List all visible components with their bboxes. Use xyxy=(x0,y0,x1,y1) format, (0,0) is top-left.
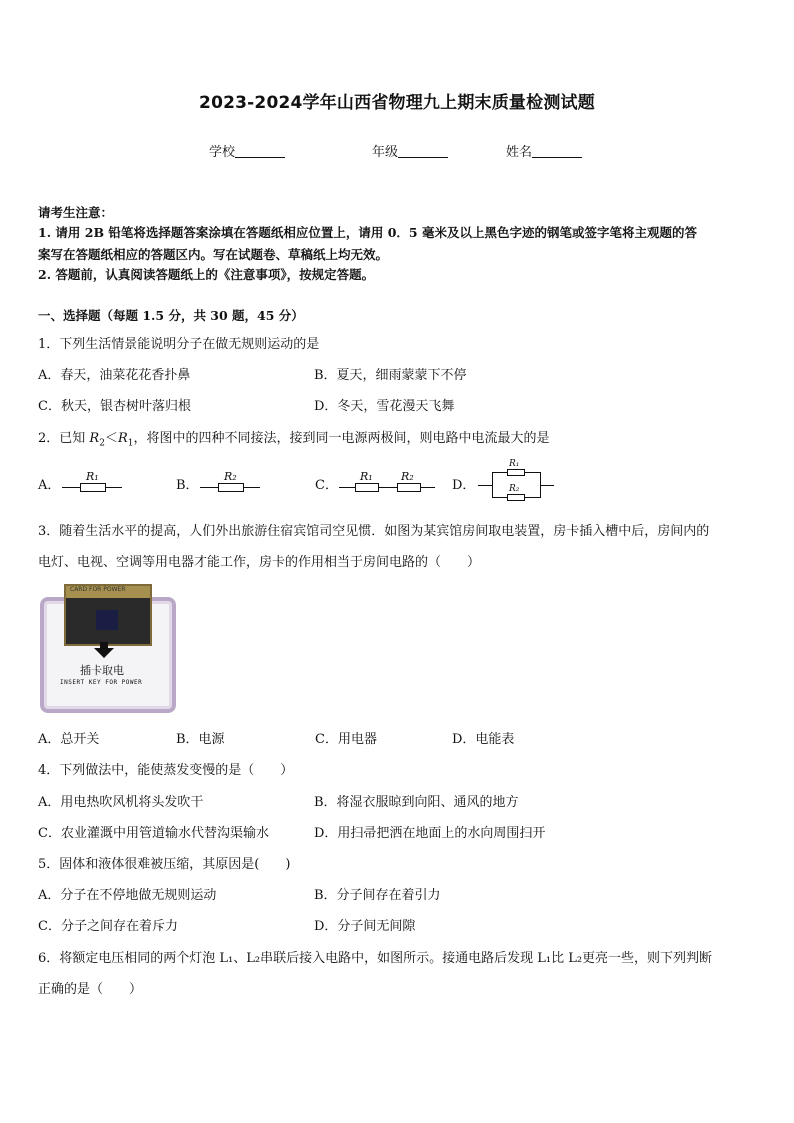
down-arrow-icon xyxy=(94,648,114,658)
q5-option-a[interactable]: A．分子在不停地做无规则运动 xyxy=(38,888,217,903)
notice-line-2: 2. 答题前，认真阅读答题纸上的《注意事项》，按规定答题。 xyxy=(38,267,375,282)
q2-circuit-c xyxy=(339,470,435,492)
q3-option-c[interactable]: C．用电器 xyxy=(315,732,377,747)
q2-circuit-a xyxy=(62,470,122,492)
q2-option-d[interactable]: D． xyxy=(452,478,476,493)
q3-stem-line-2: 电灯、电视、空调等用电器才能工作，房卡的作用相当于房间电路的（ ） xyxy=(38,555,481,570)
grade-blank[interactable] xyxy=(398,145,448,158)
q4-option-a[interactable]: A．用电热吹风机将头发吹干 xyxy=(38,795,204,810)
q3-stem-line-1: 3．随着生活水平的提高，人们外出旅游住宿宾馆司空见惯．如图为某宾馆房间取电装置，房卡插入槽中后，房间内的 xyxy=(38,524,710,539)
q2-option-c[interactable]: C． xyxy=(315,478,338,493)
q6-stem-line-1: 6．将额定电压相同的两个灯泡 L₁、L₂串联后接入电路中，如图所示。接通电路后发现 L₁比 L₂更亮一些，则下列判断 xyxy=(38,951,713,966)
q4-option-b[interactable]: B．将湿衣服晾到向阳、通风的地方 xyxy=(314,795,519,810)
q4-option-c[interactable]: C．农业灌溉中用管道输水代替沟渠输水 xyxy=(38,826,269,841)
slot-label-en: INSERT KEY FOR POWER xyxy=(60,679,143,686)
resistor-label: R₂ xyxy=(509,484,520,494)
q5-stem: 5．固体和液体很难被压缩，其原因是( ) xyxy=(38,857,291,872)
grade-label: 年级 xyxy=(372,145,399,160)
q1-option-b[interactable]: B．夏天，细雨蒙蒙下不停 xyxy=(314,368,467,383)
notice-line-1a: 1. 请用 2B 铅笔将选择题答案涂填在答题纸相应位置上，请用 0．5 毫米及以上黑色字迹的钢笔或签字笔将主观题的答 xyxy=(38,225,697,240)
notice-line-1b: 案写在答题纸相应的答题区内。写在试题卷、草稿纸上均无效。 xyxy=(38,247,389,262)
school-field[interactable] xyxy=(209,141,285,160)
name-label: 姓名 xyxy=(506,145,533,160)
page-title: 2023-2024学年山西省物理九上期末质量检测试题 xyxy=(199,93,595,113)
slot-label-cn: 插卡取电 xyxy=(80,664,124,677)
q3-option-a[interactable]: A．总开关 xyxy=(38,732,100,747)
school-blank[interactable] xyxy=(235,145,285,158)
q2-circuit-b xyxy=(200,470,260,492)
notice-heading: 请考生注意： xyxy=(38,205,114,220)
q1-option-c[interactable]: C．秋天，银杏树叶落归根 xyxy=(38,399,191,414)
room-card xyxy=(64,584,152,646)
q3-option-d[interactable]: D．电能表 xyxy=(452,732,515,747)
resistor-label: R₁ xyxy=(86,470,99,483)
q2-option-a[interactable]: A． xyxy=(38,478,61,493)
school-label: 学校 xyxy=(209,145,236,160)
q1-option-d[interactable]: D．冬天，雪花漫天飞舞 xyxy=(314,399,455,414)
card-top-text: CARD FOR POWER xyxy=(70,586,126,593)
resistor-label: R₂ xyxy=(224,470,237,483)
q5-option-d[interactable]: D．分子间无间隙 xyxy=(314,919,416,934)
name-field[interactable] xyxy=(506,141,582,160)
q4-option-d[interactable]: D．用扫帚把洒在地面上的水向周围扫开 xyxy=(314,826,546,841)
q2-circuit-d xyxy=(478,460,554,498)
q2-option-b[interactable]: B． xyxy=(176,478,199,493)
q1-stem: 1．下列生活情景能说明分子在做无规则运动的是 xyxy=(38,337,320,352)
resistor-label: R₁ xyxy=(509,459,520,469)
resistor-label: R₂ xyxy=(401,470,414,483)
q5-option-c[interactable]: C．分子之间存在着斥力 xyxy=(38,919,178,934)
section-heading: 一、选择题（每题 1.5 分，共 30 题，45 分） xyxy=(38,308,304,323)
resistor-label: R₁ xyxy=(360,470,373,483)
name-blank[interactable] xyxy=(532,145,582,158)
grade-field[interactable] xyxy=(372,141,448,160)
q1-option-a[interactable]: A．春天，油菜花花香扑鼻 xyxy=(38,368,191,383)
q3-option-b[interactable]: B．电源 xyxy=(176,732,225,747)
q5-option-b[interactable]: B．分子间存在着引力 xyxy=(314,888,441,903)
q6-stem-line-2: 正确的是（ ） xyxy=(38,982,143,997)
q4-stem: 4．下列做法中，能使蒸发变慢的是（ ） xyxy=(38,763,294,778)
q2-stem: 2．已知 $R_2<R_1$，将图中的四种不同接法，接到同一电源两极间，则电路中电流最大的是 xyxy=(38,431,550,449)
